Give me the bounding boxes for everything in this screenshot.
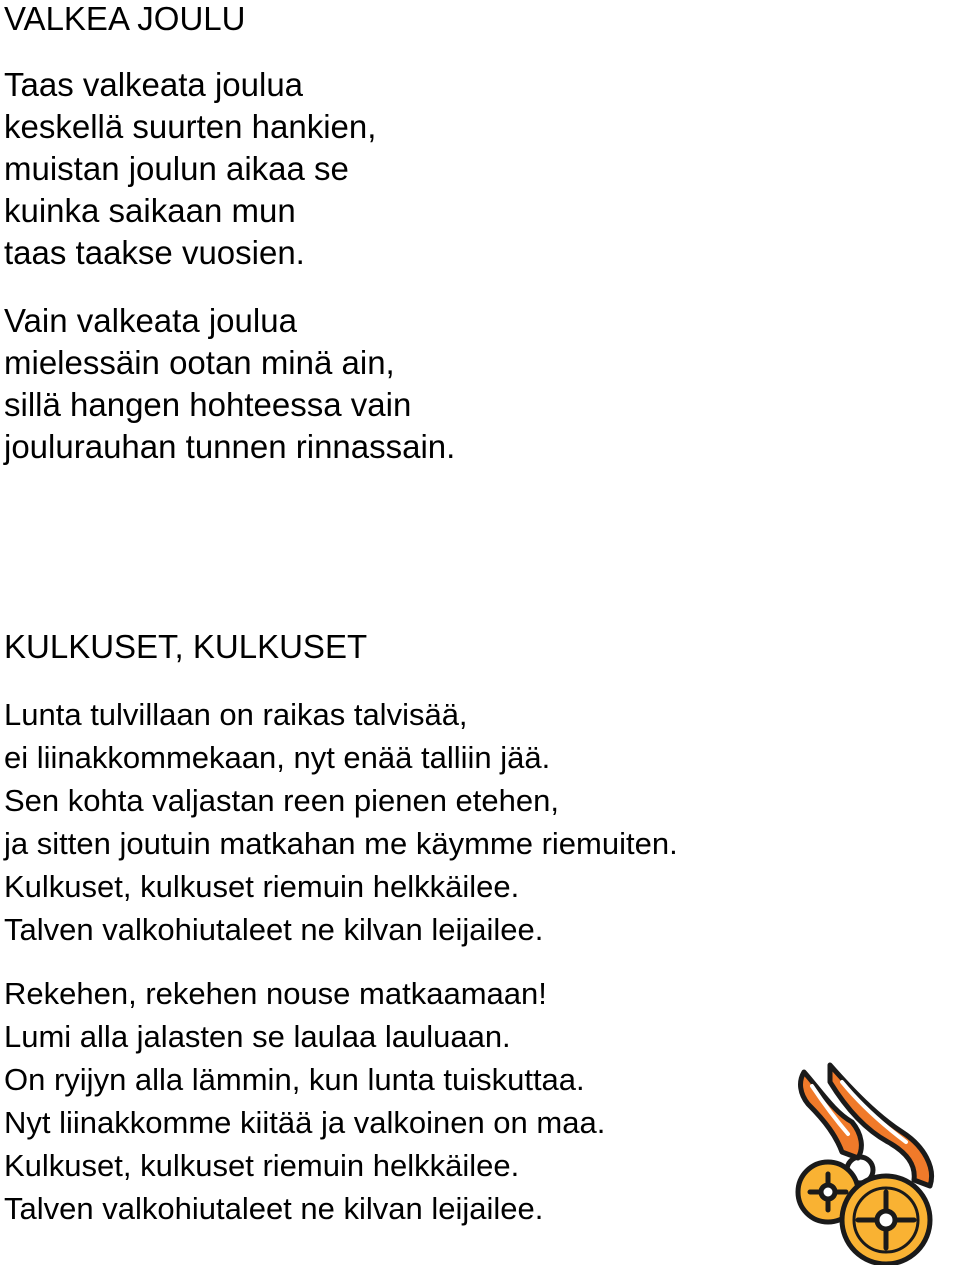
song1-line: sillä hangen hohteessa vain xyxy=(4,386,412,423)
song2-line: Talven valkohiutaleet ne kilvan leijailee. xyxy=(4,912,544,947)
song2-line: ja sitten joutuin matkahan me käymme riemuiten. xyxy=(4,826,678,861)
song1-line: kuinka saikaan mun xyxy=(4,192,296,229)
song1-line: keskellä suurten hankien, xyxy=(4,108,377,145)
song2-line: Rekehen, rekehen nouse matkaamaan! xyxy=(4,976,547,1011)
song1-line: Vain valkeata joulua xyxy=(4,302,297,339)
song2-line: Talven valkohiutaleet ne kilvan leijailee. xyxy=(4,1191,544,1226)
song1-line: Taas valkeata joulua xyxy=(4,66,304,103)
song1-line: muistan joulun aikaa se xyxy=(4,150,349,187)
sleigh-bells-icon xyxy=(790,1060,950,1265)
song1-line: mielessäin ootan minä ain, xyxy=(4,344,395,381)
song1-title: VALKEA JOULU xyxy=(4,0,246,37)
song2-title: KULKUSET, KULKUSET xyxy=(4,628,368,665)
song2-line: Kulkuset, kulkuset riemuin helkkäilee. xyxy=(4,1148,520,1183)
song2-line: ei liinakkommekaan, nyt enää talliin jää. xyxy=(4,740,551,775)
song2-line: Lunta tulvillaan on raikas talvisää, xyxy=(4,697,468,732)
song2-line: Lumi alla jalasten se laulaa lauluaan. xyxy=(4,1019,511,1054)
song1-line: taas taakse vuosien. xyxy=(4,234,305,271)
song2-line: Sen kohta valjastan reen pienen etehen, xyxy=(4,783,559,818)
song1-line: joulurauhan tunnen rinnassain. xyxy=(4,428,456,465)
song2-line: Kulkuset, kulkuset riemuin helkkäilee. xyxy=(4,869,520,904)
song2-line: Nyt liinakkomme kiitää ja valkoinen on maa. xyxy=(4,1105,606,1140)
song2-line: On ryijyn alla lämmin, kun lunta tuiskuttaa. xyxy=(4,1062,585,1097)
